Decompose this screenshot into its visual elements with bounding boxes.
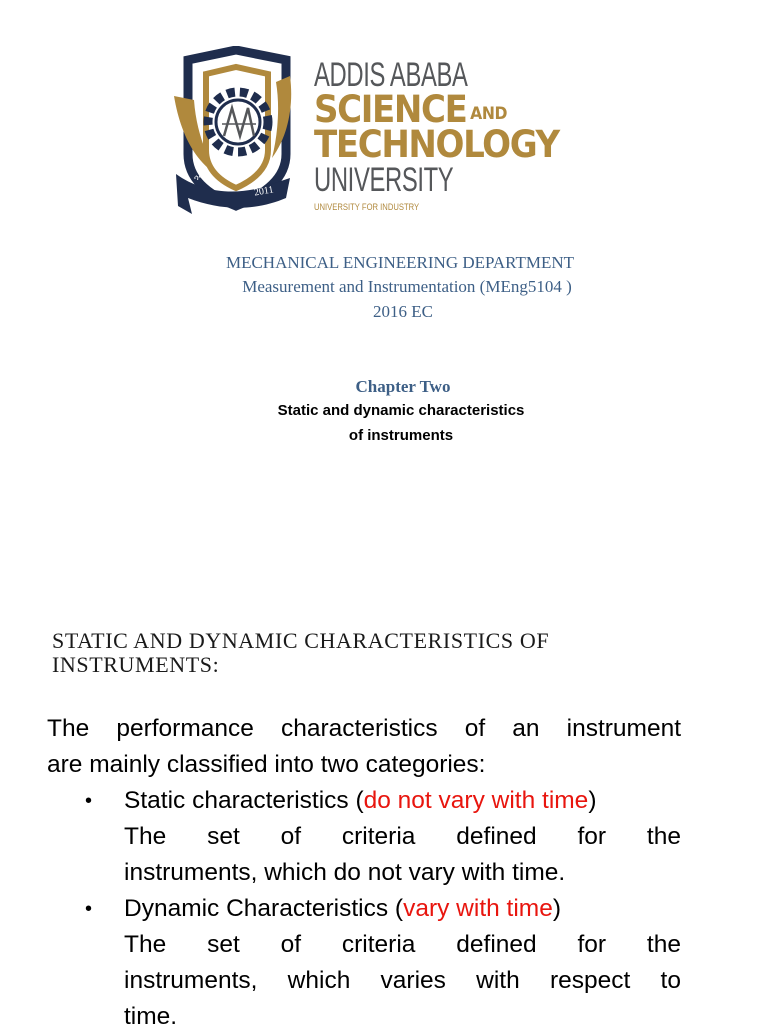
logo-tagline: UNIVERSITY FOR INDUSTRY xyxy=(314,202,420,212)
department-name: MECHANICAL ENGINEERING DEPARTMENT xyxy=(225,253,575,272)
content-slide xyxy=(0,585,768,1030)
dynamic-label-pre: Dynamic Characteristics ( xyxy=(124,895,404,922)
dynamic-desc-line2: instruments, which varies with respect to xyxy=(124,967,681,994)
chapter-heading: Chapter Two xyxy=(355,377,451,396)
university-emblem-icon xyxy=(168,46,300,218)
static-label-post: ) xyxy=(588,787,597,814)
logo-text-university: UNIVERSITY xyxy=(314,161,454,199)
bullet-dot-icon: • xyxy=(85,790,93,812)
bullet-dot-icon: • xyxy=(85,898,93,920)
bullet-dynamic xyxy=(47,891,681,1035)
logo-and-word: AND xyxy=(470,104,507,124)
logo-text-addis-ababa: ADDIS ABABA xyxy=(314,56,468,94)
static-desc-line2: instruments, which do not vary with time. xyxy=(124,859,566,886)
dynamic-desc-line3: time. xyxy=(124,1003,178,1030)
chapter-subtitle-line2: of instruments xyxy=(348,427,454,444)
chapter-subtitle-line1: Static and dynamic characteristics xyxy=(277,402,525,419)
static-desc-line1: The set of criteria defined for the xyxy=(124,823,681,850)
academic-year: 2016 EC xyxy=(373,302,433,321)
ribbon-year: 2011 xyxy=(253,184,275,199)
ribbon-script: ሳሣቴ xyxy=(194,173,211,182)
bullet-static xyxy=(47,783,681,891)
dynamic-label-post: ) xyxy=(552,895,562,922)
static-label-pre: Static characteristics ( xyxy=(124,787,364,814)
logo-text-technology: TECHNOLOGY xyxy=(314,123,559,166)
slide-title: STATIC AND DYNAMIC CHARACTERISTICS OF INSTRUMENTS: xyxy=(52,628,550,677)
static-label-highlight: do not vary with time xyxy=(363,787,589,814)
intro-line1: The performance characteristics of an instrument xyxy=(47,715,681,742)
bullet-dynamic-label xyxy=(124,891,681,927)
dynamic-desc-line1: The set of criteria defined for the xyxy=(124,931,681,958)
logo-science-word: SCIENCE xyxy=(314,88,467,131)
slide-body xyxy=(47,711,681,1035)
bullet-static-label xyxy=(124,783,681,819)
course-title: Measurement and Instrumentation (MEng5104 ) xyxy=(242,277,572,296)
dynamic-label-highlight: vary with time xyxy=(403,895,553,922)
intro-line2: are mainly classified into two categories: xyxy=(47,751,486,778)
